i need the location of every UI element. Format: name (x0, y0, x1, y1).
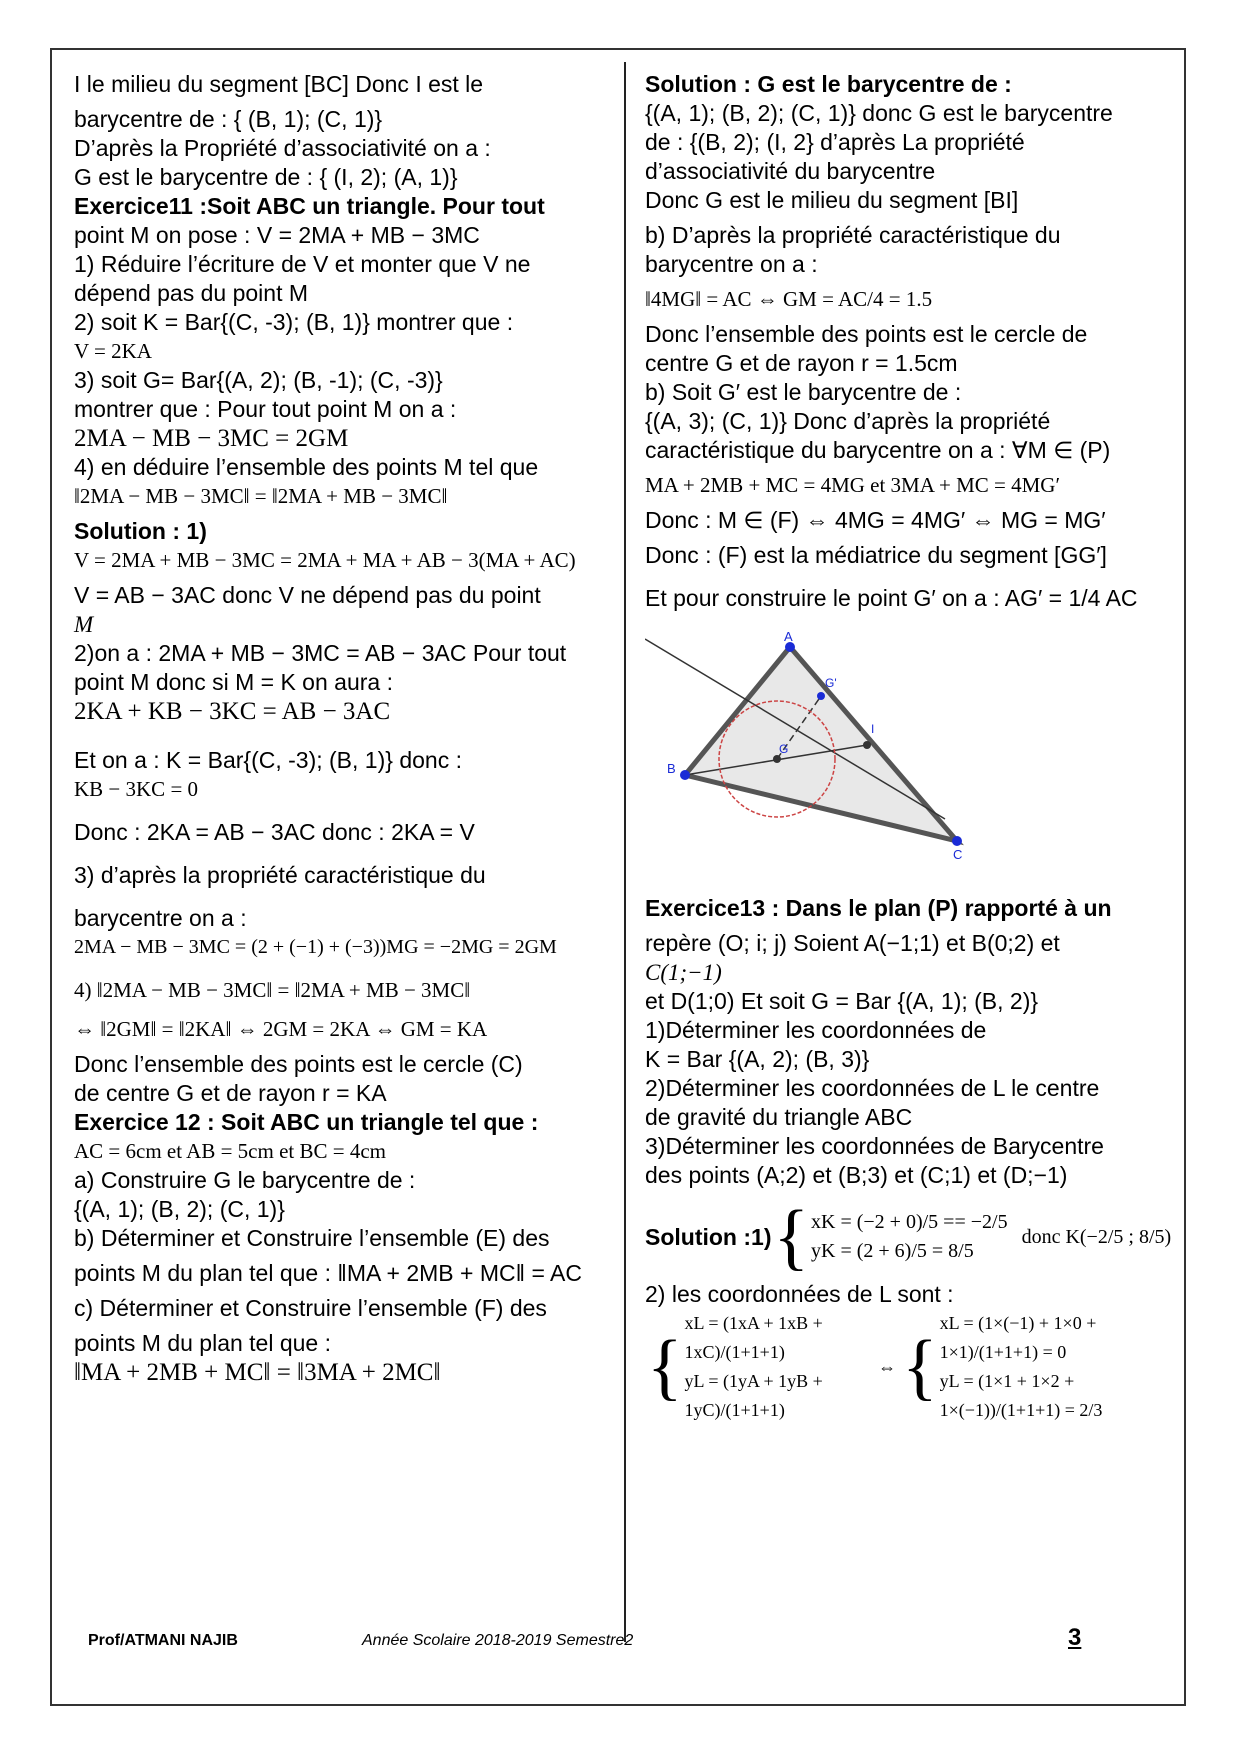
equation: xL = (1×(−1) + 1×0 + 1×1)/(1+1+1) = 0 (939, 1313, 1097, 1362)
text-line: de : {(B, 2); (I, 2} d’après La propriété (645, 129, 1025, 155)
text-line: centre G et de rayon r = 1.5cm (645, 350, 958, 376)
text-line: Donc l’ensemble des points est le cercle (C) (74, 1051, 523, 1077)
text-line: points M du plan tel que : (74, 1330, 331, 1356)
text-line: repère (O; i; j) Soient A(−1;1) et B(0;2) et (645, 930, 1060, 956)
text-line: 2) soit K = Bar{(C, -3); (B, 1)} montrer que : (74, 309, 514, 335)
text-line: de gravité du triangle ABC (645, 1104, 913, 1130)
equation: ⇔ (878, 1356, 897, 1377)
page-number: 3 (1068, 1624, 1082, 1651)
text-line: 2)on a : 2MA + MB − 3MC = AB − 3AC Pour tout (74, 640, 567, 666)
text-line: barycentre on a : (645, 251, 818, 277)
text-line: 3) soit G= Bar{(A, 2); (B, -1); (C, -3)} (74, 367, 443, 393)
point-i (863, 741, 871, 749)
text-line: Et on a : K = Bar{(C, -3); (B, 1)} donc : (74, 747, 462, 773)
equation: yL = (1×1 + 1×2 + 1×(−1))/(1+1+1) = 2/3 (939, 1371, 1103, 1420)
text-line: des points (A;2) et (B;3) et (C;1) et (D;−1) (645, 1162, 1068, 1188)
text-line: {(A, 3); (C, 1)} Donc d’après la propriété (645, 408, 1051, 434)
text-line: 3) d’après la propriété caractéristique du (74, 862, 486, 888)
text-line: points M du plan tel que : ‖MA + 2MB + MC‖ = AC (74, 1260, 582, 1286)
footer-school-year: Année Scolaire 2018-2019 Semestre2 (362, 1632, 634, 1649)
text-line: point M donc si M = K on aura : (74, 669, 393, 695)
text-line: Et pour construire le point G′ on a : AG′ = 1/4 AC (645, 585, 1138, 611)
text-line: {(A, 1); (B, 2); (C, 1)} donc G est le barycentre (645, 100, 1113, 126)
brace: { (773, 1196, 810, 1278)
point-c (952, 836, 962, 846)
text-line: D’après la Propriété d’associativité on a : (74, 135, 491, 161)
exercise-12-title: Exercice 12 : Soit ABC un triangle tel que : (74, 1109, 539, 1135)
text-line: 1) Réduire l’écriture de V et monter que V ne (74, 251, 531, 277)
equation: 2MA − MB − 3MC = (2 + (−1) + (−3))MG = −2MG = 2GM (74, 936, 557, 958)
solution-title: Solution : G est le barycentre de : (645, 71, 1012, 97)
text-line: Donc : 2KA = AB − 3AC donc : 2KA = V (74, 819, 475, 845)
text-line: barycentre on a : (74, 905, 247, 931)
text-line: Donc G est le milieu du segment [BI] (645, 187, 1019, 213)
text-line: C(1;−1) (645, 960, 722, 985)
text-line: Donc : (F) est la médiatrice du segment [GG′] (645, 542, 1107, 568)
text-line: montrer que : Pour tout point M on a : (74, 396, 457, 422)
equation: donc K(−2/5 ; 8/5) (1021, 1225, 1172, 1248)
solution-13-part1 (645, 1196, 1175, 1278)
text-line: K = Bar {(A, 2); (B, 3)} (645, 1046, 870, 1072)
text-line: 3)Déterminer les coordonnées de Barycentre (645, 1133, 1104, 1159)
text-line: 2) les coordonnées de L sont : (645, 1281, 954, 1307)
brace: { (902, 1326, 938, 1408)
text-line: et D(1;0) Et soit G = Bar {(A, 1); (B, 2)} (645, 988, 1039, 1014)
text-line: b) Déterminer et Construire l’ensemble (E) des (74, 1225, 550, 1251)
label-g: G (779, 742, 789, 756)
text-line: Donc : M ∈ (F) ⇔ 4MG = 4MG′ ⇔ MG = MG′ (645, 507, 1106, 533)
text-line: de centre G et de rayon r = KA (74, 1080, 387, 1106)
text-line: I le milieu du segment [BC] Donc I est le (74, 71, 484, 97)
text-line: G est le barycentre de : { (I, 2); (A, 1)} (74, 164, 458, 190)
equation: xK = (−2 + 0)/5 == −2/5 (811, 1211, 1008, 1233)
equation: 2KA + KB − 3KC = AB − 3AC (74, 698, 391, 725)
brace: { (647, 1326, 683, 1408)
equation: MA + 2MB + MC = 4MG et 3MA + MC = 4MG′ (645, 473, 1061, 497)
equation: V = 2KA (74, 339, 152, 363)
left-column (74, 70, 614, 1387)
equation: yL = (1yA + 1yB + 1yC)/(1+1+1) (684, 1371, 823, 1420)
text-line: b) Soit G′ est le barycentre de : (645, 379, 962, 405)
text-line: d’associativité du barycentre (645, 158, 936, 184)
triangle-figure (645, 629, 1060, 869)
label-c: C (953, 847, 963, 862)
equation: ‖4MG‖ = AC ⇔ GM = AC/4 = 1.5 (645, 287, 933, 311)
text-line: c) Déterminer et Construire l’ensemble (F) des (74, 1295, 547, 1321)
solution-13-label: Solution :1) (645, 1223, 772, 1250)
label-i: I (871, 722, 875, 736)
right-column (645, 70, 1175, 1425)
text-line: M (74, 612, 94, 637)
equation: yK = (2 + 6)/5 = 8/5 (811, 1240, 974, 1262)
text-line: barycentre de : { (B, 1); (C, 1)} (74, 106, 383, 132)
column-divider (624, 62, 626, 1642)
text-line: {(A, 1); (B, 2); (C, 1)} (74, 1196, 285, 1222)
point-g-prime (817, 692, 825, 700)
equation: ⇔ ‖2GM‖ = ‖2KA‖ ⇔ 2GM = 2KA ⇔ GM = KA (74, 1017, 488, 1041)
equation: xL = (1xA + 1xB + 1xC)/(1+1+1) (684, 1313, 823, 1362)
solution-title: Solution : 1) (74, 518, 207, 544)
text-line: point M on pose : V = 2MA + MB − 3MC (74, 222, 480, 248)
text-line: 1)Déterminer les coordonnées de (645, 1017, 987, 1043)
exercise-13-title: Exercice13 : Dans le plan (P) rapporté à un (645, 895, 1112, 921)
text-line: a) Construire G le barycentre de : (74, 1167, 416, 1193)
footer-author: Prof/ATMANI NAJIB (88, 1632, 238, 1649)
solution-13-part2 (645, 1309, 1175, 1425)
equation: AC = 6cm et AB = 5cm et BC = 4cm (74, 1139, 387, 1163)
label-a: A (784, 629, 793, 644)
point-b (680, 770, 690, 780)
equation: KB − 3KC = 0 (74, 777, 199, 801)
label-g-prime: G' (825, 676, 837, 690)
equation: ‖2MA − MB − 3MC‖ = ‖2MA + MB − 3MC‖ (74, 484, 448, 508)
equation: 4) ‖2MA − MB − 3MC‖ = ‖2MA + MB − 3MC‖ (74, 978, 471, 1002)
text-line: Donc l’ensemble des points est le cercle de (645, 321, 1088, 347)
point-g (773, 755, 781, 763)
text-line: 4) en déduire l’ensemble des points M tel que (74, 454, 539, 480)
equation: 2MA − MB − 3MC = 2GM (74, 425, 349, 452)
equation: V = 2MA + MB − 3MC = 2MA + MA + AB − 3(MA + AC) (74, 548, 576, 572)
equation: ‖MA + 2MB + MC‖ = ‖3MA + 2MC‖ (74, 1359, 441, 1386)
text-line: V = AB − 3AC donc V ne dépend pas du point (74, 582, 541, 608)
text-line: caractéristique du barycentre on a : ∀M ∈ (P) (645, 437, 1111, 463)
label-b: B (667, 761, 676, 776)
text-line: 2)Déterminer les coordonnées de L le centre (645, 1075, 1100, 1101)
text-line: dépend pas du point M (74, 280, 309, 306)
text-line: b) D’après la propriété caractéristique du (645, 222, 1061, 248)
exercise-11-title: Exercice11 :Soit ABC un triangle. Pour tout (74, 193, 545, 219)
